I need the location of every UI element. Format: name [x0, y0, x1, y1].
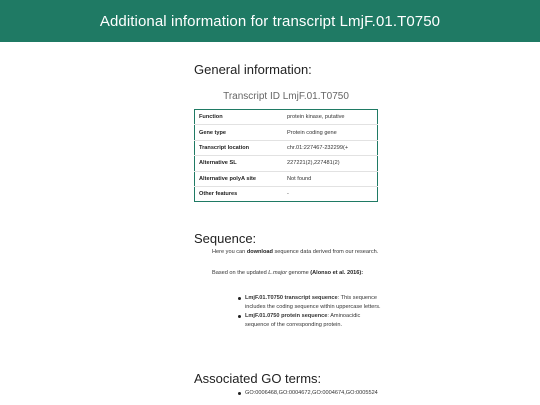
row-value: 227221(2),227481(2) — [283, 156, 378, 171]
p2-text-mid: genome — [286, 270, 311, 276]
row-key: Transcript location — [195, 140, 284, 155]
table-row — [195, 140, 378, 155]
banner-title: Additional information for transcript LmjF.01.T0750 — [99, 12, 441, 30]
row-key: Function — [199, 114, 223, 121]
row-value: Not found — [283, 171, 378, 186]
page-banner — [0, 0, 540, 42]
p2-text-start: Based on the updated — [212, 270, 269, 276]
transcript-id-caption: Transcript ID LmjF.01.T0750 — [223, 91, 349, 102]
protein-sequence-link[interactable]: LmjF.01.0750 protein sequence — [245, 313, 328, 319]
transcript-sequence-link[interactable]: LmjF.01.T0750 transcript sequence — [245, 295, 338, 301]
row-value: - — [283, 186, 378, 201]
row-key: Other features — [195, 186, 284, 201]
row-value: protein kinase, putative — [287, 114, 345, 121]
row-key: Gene type — [195, 125, 284, 140]
list-item: GO:0006468,GO:0004672,GO:0004674,GO:0005524 — [245, 389, 405, 398]
species-name: L.major — [268, 270, 287, 276]
list-item-description: : Aminoacidic sequence of the corresponding protein. — [245, 313, 361, 328]
general-info-heading: General information: — [194, 62, 312, 77]
row-key: Alternative polyA site — [195, 171, 284, 186]
list-item — [245, 294, 385, 311]
table-row — [195, 186, 378, 201]
go-terms-list — [237, 389, 405, 398]
transcript-info-table — [194, 109, 378, 202]
row-value: chr.01:227467-232299(+ — [283, 140, 378, 155]
table-row — [195, 110, 378, 125]
table-row — [195, 125, 378, 140]
p1-text-end: sequence data derived from our research. — [272, 249, 379, 255]
download-paragraph — [212, 248, 380, 257]
list-item-description: : This sequence includes the coding sequence within uppercase letters. — [245, 295, 381, 310]
citation-link[interactable]: (Alonso et al. 2016): — [310, 270, 364, 276]
go-terms-heading: Associated GO terms: — [194, 371, 322, 386]
p1-text-start: Here you can — [212, 249, 247, 255]
genome-reference-paragraph — [212, 269, 380, 278]
table-row — [195, 171, 378, 186]
row-value: Protein coding gene — [283, 125, 378, 140]
sequence-links-list — [237, 294, 385, 330]
download-link[interactable]: download — [246, 249, 273, 255]
row-key: Alternative SL — [195, 156, 284, 171]
list-item — [245, 312, 385, 329]
table-row — [195, 156, 378, 171]
sequence-heading: Sequence: — [194, 231, 257, 246]
